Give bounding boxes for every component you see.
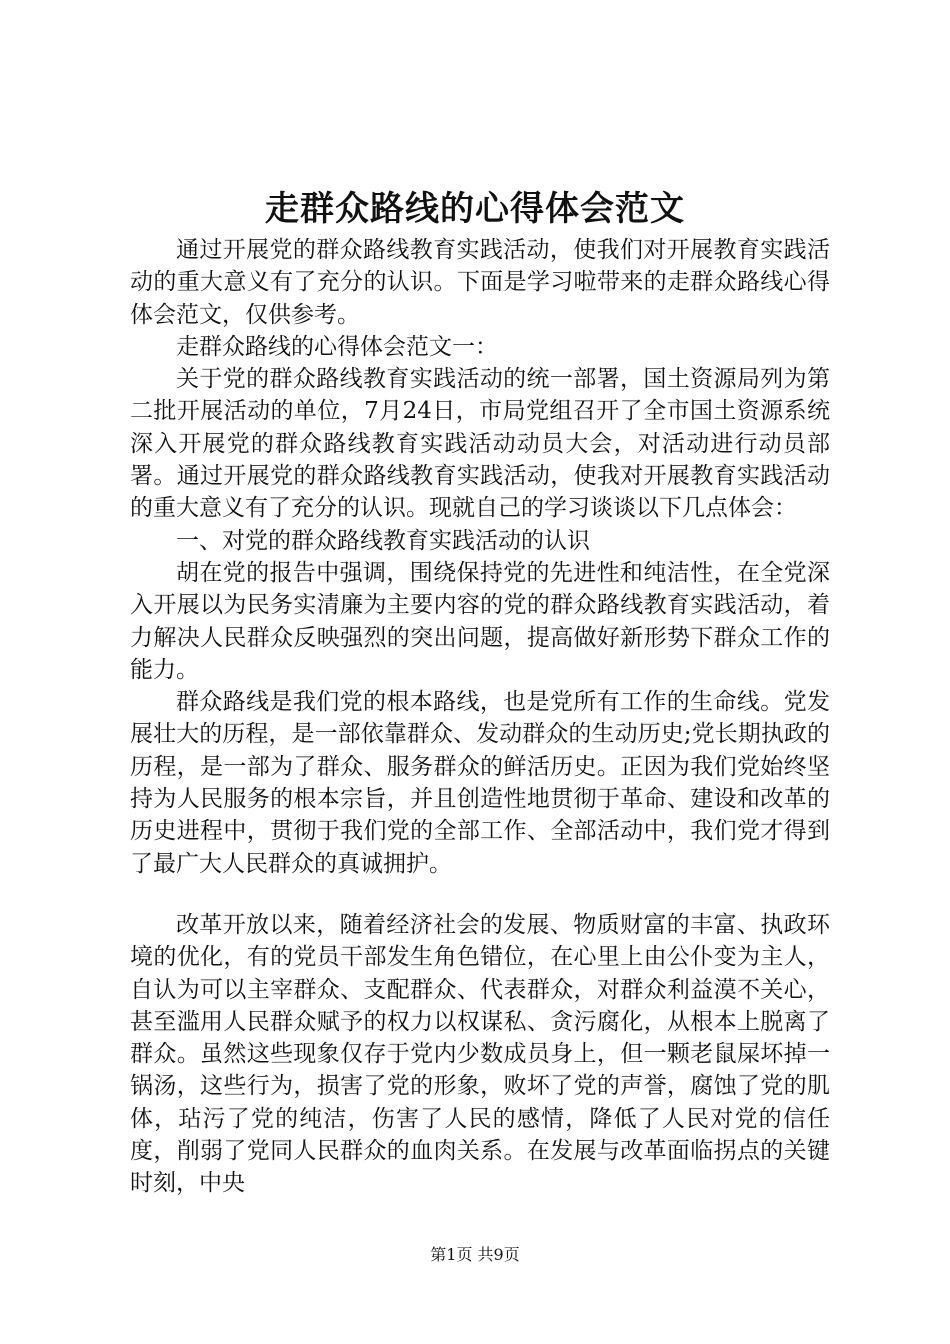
paragraph-reform: 改革开放以来，随着经济社会的发展、物质财富的丰富、执政环境的优化，有的党员干部发生角色错位，在心里上由公仆变为主人，自认为可以主宰群众、支配群众、代表群众，对群众利益漠不关心，甚至滥用人民群众赋予的权力以权谋私、贪污腐化，从根本上脱离了群众。虽然这些现象仅存于党内少数成员身上，但一颗老鼠屎坏掉一锅汤，这些行为，损害了党的形象，败坏了党的声誉，腐蚀了党的肌体，玷污了党的纯洁，伤害了人民的感情，降低了人民对党的信任度，削弱了党同人民群众的血肉关系。在发展与改革面临拐点的关键时刻，中央: [130, 911, 830, 1197]
document-title: 走群众路线的心得体会范文: [265, 189, 685, 229]
paragraph-deployment: 关于党的群众路线教育实践活动的统一部署，国土资源局列为第二批开展活动的单位，7月24日，市局党组召开了全市国土资源系统深入开展党的群众路线教育实践活动动员大会，对活动进行动员部署。通过开展党的群众路线教育实践活动，使我对开展教育实践活动的重大意义有了充分的认识。现就自己的学习谈谈以下几点体会：: [130, 366, 830, 522]
page-total: 共9页: [477, 1245, 520, 1264]
page-footer: [0, 1244, 950, 1266]
paragraph-mass-line: 群众路线是我们党的根本路线，也是党所有工作的生命线。党发展壮大的历程，是一部依靠群众、发动群众的生动历史;党长期执政的历程，是一部为了群众、服务群众的鲜活历史。正因为我们党始终坚持为人民服务的根本宗旨，并且创造性地贯彻于革命、建设和改革的历史进程中，贯彻于我们党的全部工作、全部活动中，我们党才得到了最广大人民群众的真诚拥护。: [130, 689, 830, 877]
paragraph-report: 胡在党的报告中强调，围绕保持党的先进性和纯洁性，在全党深入开展以为民务实清廉为主要内容的党的群众路线教育实践活动，着力解决人民群众反映强烈的突出问题，提高做好新形势下群众工作的能力。: [130, 559, 830, 683]
section-heading-sample-one: 走群众路线的心得体会范文一：: [176, 333, 498, 360]
document-body: [130, 234, 830, 1200]
page-number: 第1页: [430, 1245, 473, 1264]
paragraph-intro: 通过开展党的群众路线教育实践活动，使我们对开展教育实践活动的重大意义有了充分的认识。下面是学习啦带来的走群众路线心得体会范文，仅供参考。: [130, 237, 830, 328]
section-heading-understanding: 一、对党的群众路线教育实践活动的认识: [176, 527, 590, 554]
